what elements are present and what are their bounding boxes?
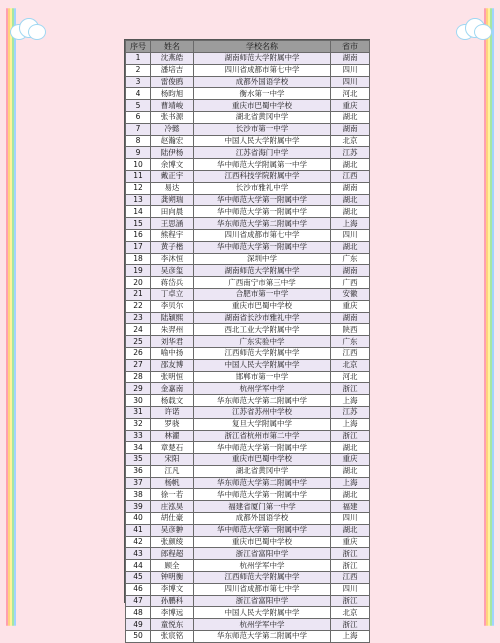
table-row	[126, 406, 370, 418]
student-name: 张宸铭	[151, 631, 194, 643]
school-name: 四川省成都市第七中学	[194, 64, 331, 76]
school-name: 邯郸市第一中学	[194, 371, 331, 383]
row-number: 44	[126, 560, 151, 572]
school-name: 湖南省长沙市雅礼中学	[194, 312, 331, 324]
table-row	[126, 536, 370, 548]
row-number: 3	[126, 76, 151, 88]
table-row	[126, 64, 370, 76]
row-number: 35	[126, 454, 151, 466]
province: 广东	[331, 336, 370, 348]
header-name: 姓名	[151, 41, 194, 53]
table-row	[126, 477, 370, 489]
student-name: 吴彦玺	[151, 265, 194, 277]
table-row	[126, 206, 370, 218]
school-name: 华东师范大学第二附属中学	[194, 218, 331, 230]
row-number: 7	[126, 123, 151, 135]
row-number: 38	[126, 489, 151, 501]
row-number: 15	[126, 218, 151, 230]
table-row	[126, 371, 370, 383]
row-number: 1	[126, 53, 151, 65]
student-name: 宋阳	[151, 454, 194, 466]
student-name: 张书源	[151, 111, 194, 123]
student-name: 冷懿	[151, 123, 194, 135]
student-name: 许诺	[151, 406, 194, 418]
table-row	[126, 182, 370, 194]
school-name: 重庆市巴蜀中学校	[194, 454, 331, 466]
student-name: 潘培吉	[151, 64, 194, 76]
table-row	[126, 430, 370, 442]
student-name: 陆颖熙	[151, 312, 194, 324]
school-name: 福建省厦门第一中学	[194, 501, 331, 513]
table-row	[126, 159, 370, 171]
row-number: 8	[126, 135, 151, 147]
student-name: 杨载文	[151, 395, 194, 407]
province: 浙江	[331, 383, 370, 395]
school-name: 长沙市第一中学	[194, 123, 331, 135]
row-number: 19	[126, 265, 151, 277]
table-row	[126, 524, 370, 536]
row-number: 32	[126, 418, 151, 430]
province: 重庆	[331, 536, 370, 548]
table-row	[126, 229, 370, 241]
school-name: 四川省成都市第七中学	[194, 583, 331, 595]
student-name: 章楚石	[151, 442, 194, 454]
student-name: 顾全	[151, 560, 194, 572]
school-name: 深圳中学	[194, 253, 331, 265]
table-row	[126, 583, 370, 595]
province: 湖北	[331, 489, 370, 501]
row-number: 50	[126, 631, 151, 643]
table-row	[126, 100, 370, 112]
cloud-icon	[456, 18, 490, 38]
row-number: 16	[126, 229, 151, 241]
row-number: 26	[126, 347, 151, 359]
table-row	[126, 147, 370, 159]
student-name: 余博文	[151, 159, 194, 171]
table-row	[126, 76, 370, 88]
student-name: 邵友博	[151, 359, 194, 371]
rainbow-border-right	[484, 8, 494, 626]
province: 浙江	[331, 430, 370, 442]
school-name: 华中师范大学第一附属中学	[194, 442, 331, 454]
row-number: 22	[126, 300, 151, 312]
student-name: 曹靖峻	[151, 100, 194, 112]
table-row	[126, 619, 370, 631]
table-row	[126, 194, 370, 206]
school-name: 成都外国语学校	[194, 76, 331, 88]
school-name: 华中师范大学第一附属中学	[194, 194, 331, 206]
school-name: 江苏省海门中学	[194, 147, 331, 159]
province: 上海	[331, 218, 370, 230]
row-number: 23	[126, 312, 151, 324]
school-name: 中国人民大学附属中学	[194, 607, 331, 619]
province: 江西	[331, 347, 370, 359]
table-row	[126, 607, 370, 619]
province: 四川	[331, 64, 370, 76]
province: 四川	[331, 583, 370, 595]
row-number: 28	[126, 371, 151, 383]
table-row	[126, 324, 370, 336]
school-name: 华东师范大学第二附属中学	[194, 477, 331, 489]
province: 湖南	[331, 265, 370, 277]
school-name: 长沙市雅礼中学	[194, 182, 331, 194]
table-row	[126, 548, 370, 560]
row-number: 21	[126, 288, 151, 300]
school-name: 华东师范大学第二附属中学	[194, 631, 331, 643]
table-row	[126, 513, 370, 525]
roster-sheet	[124, 39, 370, 641]
student-name: 金嘉南	[151, 383, 194, 395]
province: 江西	[331, 572, 370, 584]
school-name: 湖南师范大学附属中学	[194, 53, 331, 65]
table-row	[126, 560, 370, 572]
school-name: 衡水第一中学	[194, 88, 331, 100]
row-number: 12	[126, 182, 151, 194]
student-name: 熊程宇	[151, 229, 194, 241]
province: 广西	[331, 277, 370, 289]
header-school: 学校名称	[194, 41, 331, 53]
school-name: 湖北省黄冈中学	[194, 465, 331, 477]
school-name: 浙江省富阳中学	[194, 548, 331, 560]
row-number: 49	[126, 619, 151, 631]
school-name: 浙江省富阳中学	[194, 595, 331, 607]
province: 四川	[331, 229, 370, 241]
student-name: 江凡	[151, 465, 194, 477]
school-name: 江西师范大学附属中学	[194, 347, 331, 359]
school-name: 杭州学军中学	[194, 560, 331, 572]
school-name: 成都外国语学校	[194, 513, 331, 525]
student-name: 戴正宇	[151, 170, 194, 182]
school-name: 杭州学军中学	[194, 383, 331, 395]
row-number: 48	[126, 607, 151, 619]
row-number: 29	[126, 383, 151, 395]
province: 浙江	[331, 560, 370, 572]
province: 陕西	[331, 324, 370, 336]
school-name: 合肥市第一中学	[194, 288, 331, 300]
student-name: 沈燕皓	[151, 53, 194, 65]
school-name: 广东实验中学	[194, 336, 331, 348]
province: 湖北	[331, 206, 370, 218]
school-name: 华中师范大学第一附属中学	[194, 241, 331, 253]
school-name: 复旦大学附属中学	[194, 418, 331, 430]
row-number: 18	[126, 253, 151, 265]
row-number: 34	[126, 442, 151, 454]
table-row	[126, 170, 370, 182]
cloud-icon	[10, 18, 44, 38]
row-number: 27	[126, 359, 151, 371]
province: 北京	[331, 607, 370, 619]
school-name: 华中师范大学附属第一中学	[194, 159, 331, 171]
student-name: 吴彦翀	[151, 524, 194, 536]
table-row	[126, 241, 370, 253]
table-row	[126, 253, 370, 265]
province: 北京	[331, 135, 370, 147]
student-name: 胡仕豪	[151, 513, 194, 525]
student-name: 徐一若	[151, 489, 194, 501]
province: 浙江	[331, 548, 370, 560]
province: 江苏	[331, 147, 370, 159]
header-province: 省市	[331, 41, 370, 53]
row-number: 20	[126, 277, 151, 289]
student-name: 田向晨	[151, 206, 194, 218]
province: 湖北	[331, 524, 370, 536]
student-name: 赵瀚宏	[151, 135, 194, 147]
table-row	[126, 347, 370, 359]
province: 上海	[331, 477, 370, 489]
province: 河北	[331, 371, 370, 383]
header-number: 序号	[126, 41, 151, 53]
row-number: 45	[126, 572, 151, 584]
row-number: 36	[126, 465, 151, 477]
school-name: 重庆市巴蜀中学校	[194, 536, 331, 548]
province: 上海	[331, 395, 370, 407]
school-name: 华中师范大学第一附属中学	[194, 206, 331, 218]
row-number: 37	[126, 477, 151, 489]
school-name: 重庆市巴蜀中学校	[194, 300, 331, 312]
school-name: 华中师范大学第一附属中学	[194, 489, 331, 501]
row-number: 42	[126, 536, 151, 548]
row-number: 17	[126, 241, 151, 253]
student-name: 朱羿州	[151, 324, 194, 336]
row-number: 13	[126, 194, 151, 206]
table-row	[126, 336, 370, 348]
row-number: 39	[126, 501, 151, 513]
table-row	[126, 489, 370, 501]
table-row	[126, 454, 370, 466]
table-row	[126, 123, 370, 135]
school-name: 湖北省黄冈中学	[194, 111, 331, 123]
table-row	[126, 53, 370, 65]
province: 湖南	[331, 182, 370, 194]
school-name: 江西科技学院附属中学	[194, 170, 331, 182]
province: 北京	[331, 359, 370, 371]
table-row	[126, 300, 370, 312]
row-number: 41	[126, 524, 151, 536]
province: 四川	[331, 76, 370, 88]
school-name: 广西南宁市第三中学	[194, 277, 331, 289]
row-number: 30	[126, 395, 151, 407]
province: 四川	[331, 513, 370, 525]
province: 湖北	[331, 111, 370, 123]
row-number: 14	[126, 206, 151, 218]
student-name: 孙鹏科	[151, 595, 194, 607]
province: 湖南	[331, 312, 370, 324]
student-name: 喻中扬	[151, 347, 194, 359]
student-name: 杨昀旭	[151, 88, 194, 100]
student-name: 钟明衡	[151, 572, 194, 584]
province: 安徽	[331, 288, 370, 300]
school-name: 江苏省苏州中学校	[194, 406, 331, 418]
province: 浙江	[331, 595, 370, 607]
row-number: 43	[126, 548, 151, 560]
school-name: 杭州学军中学	[194, 619, 331, 631]
table-row	[126, 572, 370, 584]
row-number: 47	[126, 595, 151, 607]
province: 湖北	[331, 465, 370, 477]
student-name: 陆伊杨	[151, 147, 194, 159]
school-name: 华中师范大学第一附属中学	[194, 524, 331, 536]
row-number: 10	[126, 159, 151, 171]
school-name: 重庆市巴蜀中学校	[194, 100, 331, 112]
table-row	[126, 135, 370, 147]
province: 河北	[331, 88, 370, 100]
province: 江苏	[331, 406, 370, 418]
row-number: 9	[126, 147, 151, 159]
table-row	[126, 501, 370, 513]
province: 广东	[331, 253, 370, 265]
student-name: 易达	[151, 182, 194, 194]
student-name: 童悦东	[151, 619, 194, 631]
school-name: 华东师范大学第二附属中学	[194, 395, 331, 407]
student-name: 李贝尔	[151, 300, 194, 312]
province: 湖北	[331, 159, 370, 171]
row-number: 33	[126, 430, 151, 442]
student-name: 李博文	[151, 583, 194, 595]
province: 湖北	[331, 442, 370, 454]
student-name: 庄泓昊	[151, 501, 194, 513]
province: 湖北	[331, 241, 370, 253]
school-name: 浙江省杭州市第二中学	[194, 430, 331, 442]
school-name: 四川省成都市第七中学	[194, 229, 331, 241]
row-number: 4	[126, 88, 151, 100]
province: 重庆	[331, 100, 370, 112]
row-number: 46	[126, 583, 151, 595]
school-name: 江西师范大学附属中学	[194, 572, 331, 584]
student-name: 龚朔瑞	[151, 194, 194, 206]
table-row	[126, 218, 370, 230]
row-number: 5	[126, 100, 151, 112]
student-name: 林濯	[151, 430, 194, 442]
student-name: 郎程超	[151, 548, 194, 560]
rainbow-border-left	[6, 8, 16, 626]
row-number: 24	[126, 324, 151, 336]
province: 湖南	[331, 123, 370, 135]
student-name: 黄子楷	[151, 241, 194, 253]
province: 重庆	[331, 454, 370, 466]
student-name: 罗骁	[151, 418, 194, 430]
school-name: 中国人民大学附属中学	[194, 135, 331, 147]
province: 福建	[331, 501, 370, 513]
table-row	[126, 88, 370, 100]
row-number: 6	[126, 111, 151, 123]
table-row	[126, 418, 370, 430]
student-name: 李沐恒	[151, 253, 194, 265]
student-name: 雷俊鸥	[151, 76, 194, 88]
row-number: 40	[126, 513, 151, 525]
province: 重庆	[331, 300, 370, 312]
row-number: 31	[126, 406, 151, 418]
roster-table	[125, 40, 370, 643]
student-name: 张颜绫	[151, 536, 194, 548]
row-number: 2	[126, 64, 151, 76]
school-name: 中国人民大学附属中学	[194, 359, 331, 371]
table-row	[126, 442, 370, 454]
province: 江西	[331, 170, 370, 182]
student-name: 蒋岱兵	[151, 277, 194, 289]
table-row	[126, 359, 370, 371]
table-row	[126, 465, 370, 477]
table-row	[126, 312, 370, 324]
province: 湖北	[331, 194, 370, 206]
province: 浙江	[331, 619, 370, 631]
table-row	[126, 395, 370, 407]
table-header-row	[126, 41, 370, 53]
table-row	[126, 288, 370, 300]
table-row	[126, 383, 370, 395]
student-name: 杨帆	[151, 477, 194, 489]
row-number: 25	[126, 336, 151, 348]
table-row	[126, 631, 370, 643]
student-name: 丁卓立	[151, 288, 194, 300]
student-name: 张明恒	[151, 371, 194, 383]
row-number: 11	[126, 170, 151, 182]
student-name: 王思涵	[151, 218, 194, 230]
table-row	[126, 277, 370, 289]
table-row	[126, 595, 370, 607]
table-row	[126, 265, 370, 277]
table-row	[126, 111, 370, 123]
student-name: 李博远	[151, 607, 194, 619]
student-name: 刘华君	[151, 336, 194, 348]
province: 湖南	[331, 53, 370, 65]
province: 上海	[331, 631, 370, 643]
province: 上海	[331, 418, 370, 430]
school-name: 西北工业大学附属中学	[194, 324, 331, 336]
school-name: 湖南师范大学附属中学	[194, 265, 331, 277]
